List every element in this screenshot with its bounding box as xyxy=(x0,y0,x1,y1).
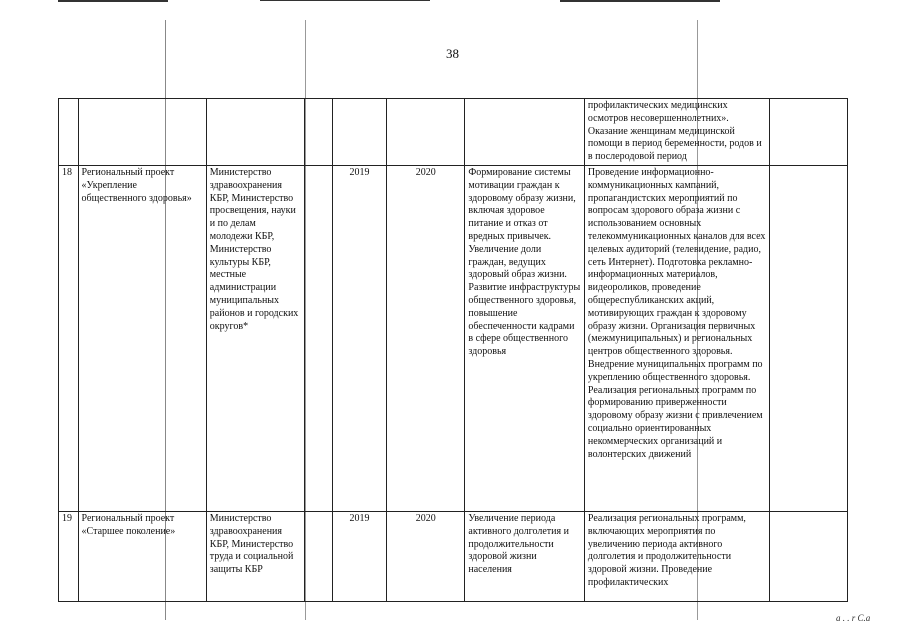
executor-cell: Министерство здравоохранения КБР, Министерство просвещения, науки и по делам молодежи КБР, Министерство культуры КБР, местные администрации муниципальных районов и городских округов* xyxy=(206,165,304,511)
goals-cell: Увеличение периода активного долголетия и продолжительности здоровой жизни населения xyxy=(465,511,585,601)
table-row xyxy=(59,99,848,166)
goals-cell: Формирование системы мотивации граждан к здоровому образу жизни, включая здоровое питание и отказ от вредных привычек. Увеличение доли граждан, ведущих здоровый образ жизни. Развитие инфраструктуры общественного здоровья, повышение обеспеченности кадрами в сфере общественного здоровья xyxy=(465,165,585,511)
activities-cell: профилактических медицинских осмотров несовершеннолетних». Оказание женщинам медицинской помощи в период беременности, родов и в послеродовой период xyxy=(584,99,769,166)
project-name: Региональный проект «Укрепление общественного здоровья» xyxy=(78,165,206,511)
scan-line xyxy=(260,0,430,1)
table-row xyxy=(59,165,848,511)
end-year: 2020 xyxy=(387,511,465,601)
scan-mark: a . . r C.a xyxy=(836,613,871,623)
row-number: 19 xyxy=(59,511,79,601)
scan-line xyxy=(58,0,168,2)
table-row xyxy=(59,511,848,601)
activities-cell: Реализация региональных программ, включающих мероприятия по увеличению периода активного долголетия и продолжительности здоровой жизни. Проведение профилактических xyxy=(584,511,769,601)
start-year: 2019 xyxy=(332,165,386,511)
project-name: Региональный проект «Старшее поколение» xyxy=(78,511,206,601)
executor-cell: Министерство здравоохранения КБР, Министерство труда и социальной защиты КБР xyxy=(206,511,304,601)
end-year: 2020 xyxy=(387,165,465,511)
start-year: 2019 xyxy=(332,511,386,601)
scan-line xyxy=(560,0,720,2)
projects-table xyxy=(58,98,848,602)
activities-cell: Проведение информационно-коммуникационных кампаний, пропагандистских мероприятий по вопросам здорового образа жизни с использованием основных телекоммуникационных каналов для всех целевых аудиторий (телевидение, радио, сеть Интернет). Подготовка рекламно-информационных материалов, видеороликов, проведение общереспубликанских акций, мотивирующих граждан к здоровому образу жизни. Организация первичных (межмуниципальных) и региональных центров общественного здоровья. Внедрение муниципальных программ по укреплению общественного здоровья. Реализация региональных программ по формированию приверженности здоровому образу жизни с привлечением социально ориентированных некоммерческих организаций и волонтерских движений xyxy=(584,165,769,511)
row-number: 18 xyxy=(59,165,79,511)
page-number: 38 xyxy=(446,46,459,61)
